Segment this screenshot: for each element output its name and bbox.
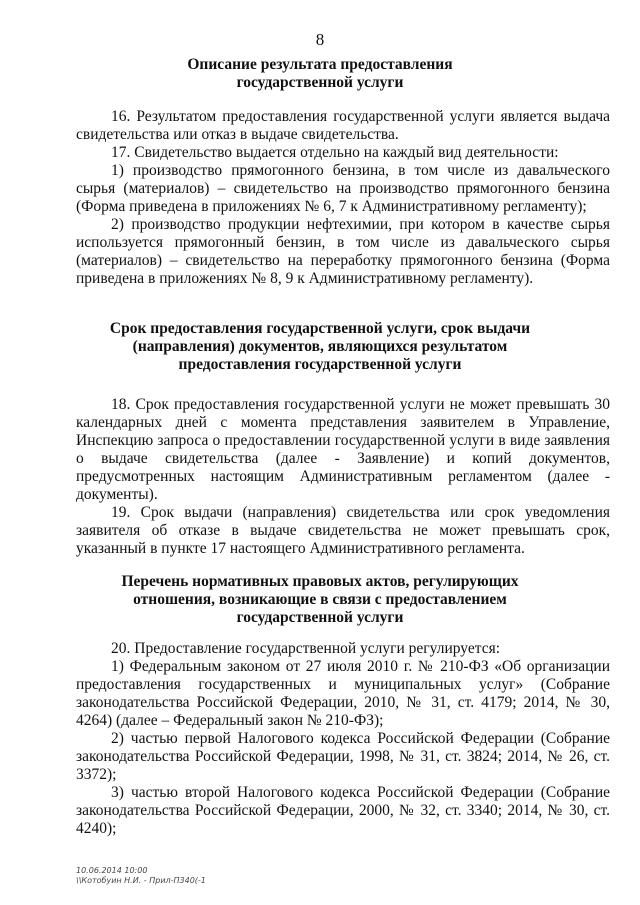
document-footer (76, 866, 206, 886)
paragraph-20-1: 1) Федеральным законом от 27 июля 2010 г. № 210-ФЗ «Об организации предоставления государственных и муниципальных услуг» (Собрание законодательства Российской Федерации, 2010, № 31, ст. 4179; 2014, № 30, 4264) (далее – Федеральный закон № 210-ФЗ); (76, 658, 610, 729)
heading-line: Описание результата предоставления (187, 56, 453, 73)
section-body-result (76, 108, 610, 288)
page-number: 8 (315, 30, 325, 49)
heading-line: предоставления государственной услуги (178, 356, 462, 373)
footer-timestamp: 10.06.2014 10:00 (76, 866, 148, 875)
section-heading-legal-acts (100, 573, 540, 627)
heading-line: государственной услуги (236, 609, 404, 626)
heading-line: Срок предоставления государственной услуги, срок выдачи (109, 320, 531, 337)
paragraph-20-2: 2) частью первой Налогового кодекса Российской Федерации (Собрание законодательства Российской Федерации, 1998, № 31, ст. 3824; 2014, № 26, ст. 3372); (76, 730, 610, 783)
paragraph-20-3: 3) частью второй Налогового кодекса Российской Федерации (Собрание законодательства Российской Федерации, 2000, № 32, ст. 3340; 2014, № 30, ст. 4240); (76, 784, 610, 837)
paragraph-18: 18. Срок предоставления государственной услуги не может превышать 30 календарных дней с момента представления заявителем в Управление, Инспекцию запроса о предоставлении государственной услуги в виде заявления о выдаче свидетельства (далее - Заявление) и копий документов, предусмотренных настоящим Административным регламентом (далее - документы). (76, 396, 610, 503)
section-body-term (76, 396, 610, 558)
paragraph-17-2: 2) производство продукции нефтехимии, при котором в качестве сырья используется прямогонный бензин, в том числе из давальческого сырья (материалов) – свидетельство на переработку прямогонного бензина (Форма приведена в приложениях № 8, 9 к Административному регламенту). (76, 216, 610, 287)
paragraph-16: 16. Результатом предоставления государственной услуги является выдача свидетельства или отказ в выдаче свидетельства. (76, 108, 610, 143)
paragraph-17-1: 1) производство прямогонного бензина, в том числе из давальческого сырья (материалов) – свидетельство на производство прямогонного бензина (Форма приведена в приложениях № 6, 7 к Административному регламенту); (76, 162, 610, 215)
heading-line: (направления) документов, являющихся результатом (132, 338, 508, 355)
section-heading-term (100, 320, 540, 374)
section-heading-result (100, 56, 540, 92)
paragraph-20: 20. Предоставление государственной услуги регулируется: (111, 640, 501, 657)
paragraph-17: 17. Свидетельство выдается отдельно на каждый вид деятельности: (111, 144, 559, 161)
heading-line: отношения, возникающие в связи с предоставлением (133, 591, 507, 608)
heading-line: государственной услуги (236, 74, 404, 91)
heading-line: Перечень нормативных правовых актов, регулирующих (121, 573, 519, 590)
paragraph-19: 19. Срок выдачи (направления) свидетельства или срок уведомления заявителя об отказе в выдаче свидетельства не может превышать срок, указанный в пункте 17 настоящего Административного регламента. (76, 504, 610, 557)
footer-file-path: \\Котобуин Н.И. - Прил-П340(-1 (76, 876, 206, 885)
section-body-legal-acts (76, 640, 610, 838)
